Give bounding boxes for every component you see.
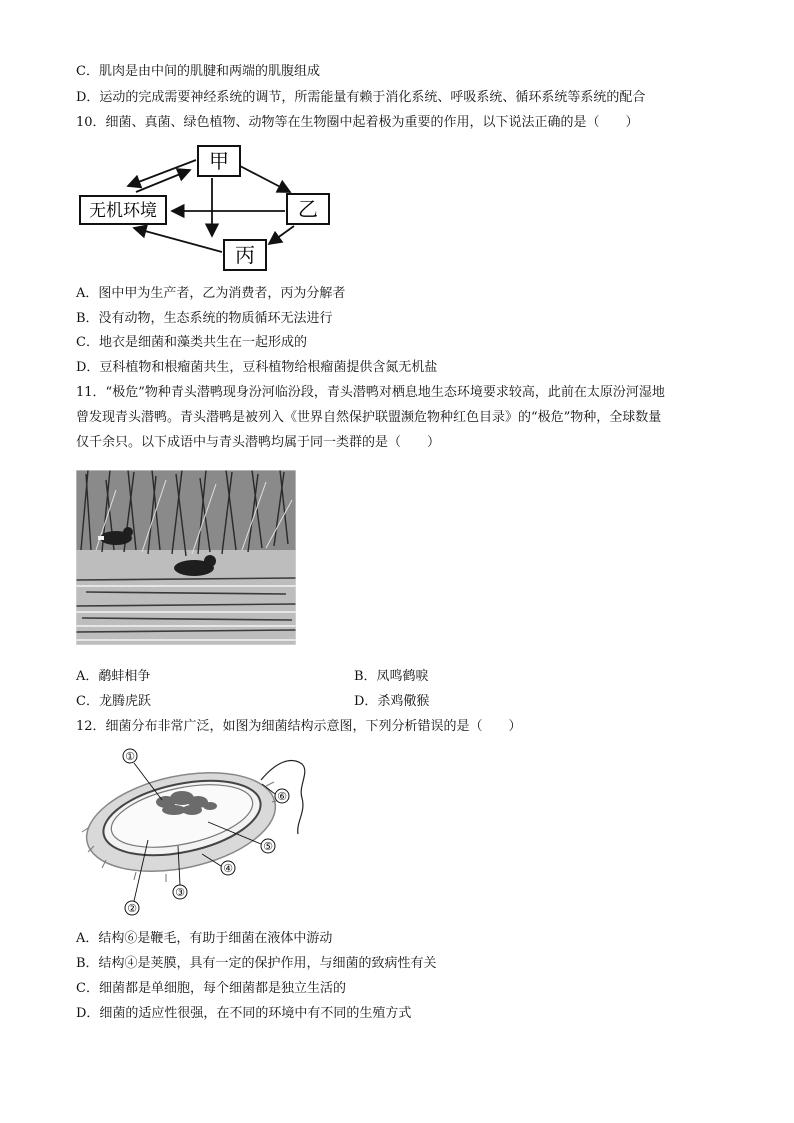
q10-option-b: B．没有动物，生态系统的物质循环无法进行: [76, 311, 333, 326]
q9-option-c: C．肌肉是由中间的肌腱和两端的肌腹组成: [76, 64, 320, 79]
q10-stem: 10．细菌、真菌、绿色植物、动物等在生物圈中起着极为重要的作用，以下说法正确的是（ ）: [76, 115, 639, 130]
q11-option-d: D．杀鸡儆猴: [354, 694, 430, 709]
q12-option-d: D．细菌的适应性很强，在不同的环境中有不同的生殖方式: [76, 1006, 412, 1021]
q12-option-a: A．结构⑥是鞭毛，有助于细菌在液体中游动: [76, 931, 333, 946]
label-4: ④: [223, 862, 233, 875]
ecosystem-diagram-svg: [76, 140, 336, 275]
q9-option-d: D．运动的完成需要神经系统的调节，所需能量有赖于消化系统、呼吸系统、循环系统等系统的配合: [76, 90, 646, 105]
q10-option-a: A．图中甲为生产者，乙为消费者，丙为分解者: [76, 286, 346, 301]
arrow-yi-to-bing: [269, 226, 294, 244]
label-bing: 丙: [235, 243, 255, 267]
label-6: ⑥: [277, 790, 287, 803]
arrow-jia-to-yi: [240, 166, 290, 192]
ducks-photo-svg: [76, 470, 296, 645]
bacteria-diagram-svg: [76, 742, 310, 920]
label-jia: 甲: [209, 149, 229, 173]
q11-stem-line-3: 仅千余只。以下成语中与青头潜鸭均属于同一类群的是（ ）: [76, 435, 441, 450]
q11-option-b: B．凤鸣鹤唳: [354, 669, 429, 684]
q10-option-d: D．豆科植物和根瘤菌共生，豆科植物给根瘤菌提供含氮无机盐: [76, 360, 438, 375]
q11-stem-line-1: 11．“极危”物种青头潜鸭现身汾河临汾段，青头潜鸭对栖息地生态环境要求较高，此前在太原汾河湿地: [76, 385, 665, 400]
ecosystem-diagram: [76, 140, 336, 275]
q11-option-c: C．龙腾虎跃: [76, 694, 151, 709]
q12-stem: 12．细菌分布非常广泛，如图为细菌结构示意图，下列分析错误的是（ ）: [76, 719, 522, 734]
ducks-photo: [76, 470, 296, 645]
bacteria-diagram: [76, 742, 310, 920]
q11-stem-line-2: 曾发现青头潜鸭。青头潜鸭是被列入《世界自然保护联盟濒危物种红色目录》的“极危”物种，全球数量: [76, 410, 662, 425]
label-3: ③: [175, 886, 185, 899]
q11-option-a: A．鹬蚌相争: [76, 669, 151, 684]
q12-option-c: C．细菌都是单细胞，每个细菌都是独立生活的: [76, 981, 346, 996]
label-1: ①: [125, 750, 135, 763]
q12-option-b: B．结构④是荚膜，具有一定的保护作用，与细菌的致病性有关: [76, 956, 437, 971]
q10-option-c: C．地衣是细菌和藻类共生在一起形成的: [76, 335, 307, 350]
label-5: ⑤: [263, 840, 273, 853]
arrow-bing-to-env: [134, 228, 222, 252]
label-env: 无机环境: [89, 201, 157, 221]
label-yi: 乙: [298, 197, 318, 221]
label-2: ②: [127, 902, 137, 915]
